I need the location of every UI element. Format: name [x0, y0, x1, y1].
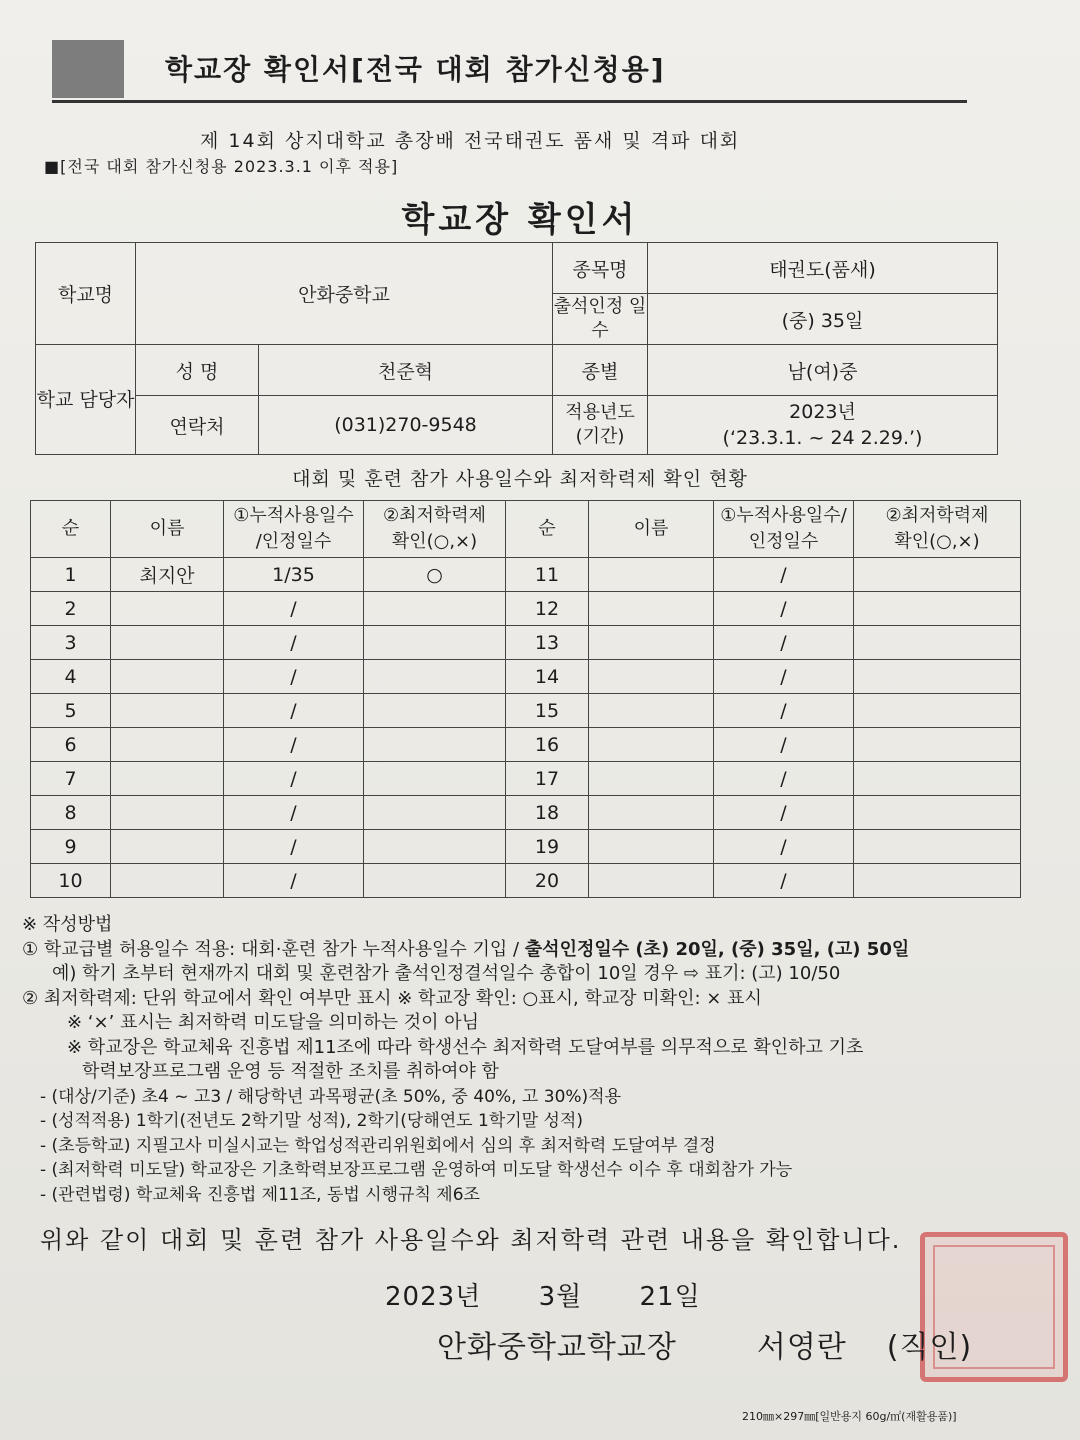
row-name: [111, 796, 224, 830]
date-year: 2023년: [385, 1282, 482, 1312]
name-label: 성 명: [136, 345, 259, 396]
row-name-2: [589, 558, 714, 592]
row-days: 1/35: [224, 558, 364, 592]
row-days-2: /: [714, 694, 854, 728]
row-days-2: /: [714, 592, 854, 626]
table-row: [31, 592, 1021, 626]
note-2: ② 최저학력제: 단위 학교에서 확인 여부만 표시 ※ 학교장 확인: ○표시, 학교장 미확인: × 표시: [22, 987, 762, 1009]
row-days-2: /: [714, 864, 854, 898]
note-2-b2: 학력보장프로그램 운영 등 적절한 조치를 취하여야 함: [82, 1061, 499, 1082]
col-check2-line2: 확인(○,×): [894, 531, 980, 552]
col-check-2: [854, 501, 1021, 558]
row-check: [364, 592, 506, 626]
row-no-2: 17: [506, 762, 589, 796]
date-day: 21일: [639, 1282, 701, 1312]
school-value: 안화중학교: [136, 243, 553, 345]
row-days: /: [224, 864, 364, 898]
row-name-2: [589, 864, 714, 898]
row-name-2: [589, 592, 714, 626]
gender-value: 남(여)중: [648, 345, 998, 396]
row-name-2: [589, 762, 714, 796]
row-check: [364, 762, 506, 796]
header-gray-block: [52, 40, 124, 98]
row-name-2: [589, 796, 714, 830]
attendance-rows: [31, 558, 1021, 898]
table-row: [31, 660, 1021, 694]
note-1-bold: 출석인정일수 (초) 20일, (중) 35일, (고) 50일: [524, 938, 910, 960]
note-1-text: ① 학교급별 허용일수 적용: 대회·훈련 참가 누적사용일수 기입 /: [22, 938, 525, 960]
school-info-table: [35, 242, 998, 455]
page-title: 학교장 확인서: [401, 200, 639, 240]
note-dash-4: - (최저학력 미도달) 학교장은 기초학력보장프로그램 운영하여 미도달 학생선수 이수 후 대회참가 가능: [40, 1160, 793, 1180]
name-value: 천준혁: [259, 345, 553, 396]
header-rule: [52, 100, 967, 103]
row-check-2: [854, 864, 1021, 898]
col-name: 이름: [111, 501, 224, 558]
row-no: 5: [31, 694, 111, 728]
note-1-example: 예) 학기 초부터 현재까지 대회 및 훈련참가 출석인정결석일수 총합이 10일 경우 ⇨ 표기: (고) 10/50: [52, 963, 841, 984]
instructions: [22, 913, 1032, 1207]
row-check: [364, 864, 506, 898]
table-row: [31, 796, 1021, 830]
table-row: [31, 694, 1021, 728]
row-name: [111, 864, 224, 898]
row-check-2: [854, 796, 1021, 830]
row-days: /: [224, 728, 364, 762]
row-name: 최지안: [111, 558, 224, 592]
row-no-2: 11: [506, 558, 589, 592]
row-check: [364, 660, 506, 694]
row-name: [111, 728, 224, 762]
row-no-2: 13: [506, 626, 589, 660]
row-no-2: 15: [506, 694, 589, 728]
col-check-line2: 확인(○,×): [391, 531, 478, 552]
row-days-2: /: [714, 762, 854, 796]
row-no-2: 20: [506, 864, 589, 898]
year-cell: [648, 396, 998, 455]
principal-name: 서영란: [756, 1330, 847, 1365]
row-check-2: [854, 762, 1021, 796]
year-value: 2023년: [789, 401, 856, 423]
row-name: [111, 660, 224, 694]
note-dash-5: - (관련법령) 학교체육 진흥법 제11조, 동법 시행규칙 제6조: [40, 1184, 480, 1205]
row-days: /: [224, 592, 364, 626]
row-no: 7: [31, 762, 111, 796]
attendance-value: (중) 35일: [648, 294, 998, 345]
confirmation-statement: 위와 같이 대회 및 훈련 참가 사용일수와 최저학력 관련 내용을 확인합니다.: [40, 1226, 902, 1254]
col-name-2: 이름: [589, 501, 714, 558]
period-value: (‘23.3.1. ~ 24 2.29.’): [722, 427, 923, 449]
row-days: /: [224, 694, 364, 728]
col-no: 순: [31, 501, 111, 558]
row-no-2: 14: [506, 660, 589, 694]
competition-subtitle: 제 14회 상지대학교 총장배 전국태권도 품새 및 격파 대회: [200, 130, 741, 152]
signing-date: [385, 1276, 749, 1313]
row-name: [111, 592, 224, 626]
row-no-2: 12: [506, 592, 589, 626]
attendance-table: [30, 500, 1021, 898]
event-label: 종목명: [553, 243, 648, 294]
row-name: [111, 830, 224, 864]
principal-signature: [437, 1322, 972, 1366]
row-check-2: [854, 830, 1021, 864]
row-check: [364, 728, 506, 762]
row-name-2: [589, 660, 714, 694]
school-label: 학교명: [36, 243, 136, 345]
col-days2-line1: ①누적사용일수/: [720, 505, 847, 526]
col-check-line1: ②최저학력제: [382, 505, 487, 526]
principal-title: 안화중학교학교장: [437, 1330, 677, 1365]
row-no: 2: [31, 592, 111, 626]
row-check-2: [854, 626, 1021, 660]
row-days: /: [224, 796, 364, 830]
contact-label: 연락처: [136, 396, 259, 455]
note-2-b: ※ 학교장은 학교체육 진흥법 제11조에 따라 학생선수 최저학력 도달여부를 의무적으로 확인하고 기초: [67, 1036, 864, 1058]
row-no: 3: [31, 626, 111, 660]
col-days: [224, 501, 364, 558]
row-days: /: [224, 660, 364, 694]
row-days-2: /: [714, 796, 854, 830]
event-value: 태권도(품새): [648, 243, 998, 294]
col-days-2: [714, 501, 854, 558]
gender-label: 종별: [553, 345, 648, 396]
row-no: 4: [31, 660, 111, 694]
col-no-2: 순: [506, 501, 589, 558]
attendance-label: 출석인정 일수: [553, 294, 648, 345]
row-check-2: [854, 592, 1021, 626]
notes-heading: ※ 작성방법: [22, 914, 113, 935]
col-days-line2: /인정일수: [255, 531, 332, 552]
note-dash-3: - (초등학교) 지필고사 미실시교는 학업성적관리위원회에서 심의 후 최저학력 도달여부 결정: [40, 1135, 716, 1156]
row-name: [111, 762, 224, 796]
row-no-2: 18: [506, 796, 589, 830]
row-check: [364, 830, 506, 864]
row-days: /: [224, 626, 364, 660]
col-check: [364, 501, 506, 558]
paper-spec-footer: 210㎜×297㎜[일반용지 60g/㎡(재활용품)]: [742, 1410, 957, 1423]
date-month: 3월: [538, 1282, 583, 1312]
row-check: [364, 796, 506, 830]
col-check2-line1: ②최저학력제: [885, 505, 989, 526]
staff-label: 학교 담당자: [36, 345, 136, 455]
year-label: 적용년도 (기간): [553, 396, 648, 455]
attendance-caption: 대회 및 훈련 참가 사용일수와 최저학력제 확인 현황: [292, 468, 748, 490]
row-no: 10: [31, 864, 111, 898]
note-dash-1: - (대상/기준) 초4 ~ 고3 / 해당학년 과목평균(초 50%, 중 40%, 고 30%)적용: [40, 1086, 622, 1107]
row-check: [364, 694, 506, 728]
row-name: [111, 626, 224, 660]
row-check-2: [854, 694, 1021, 728]
row-days-2: /: [714, 660, 854, 694]
row-name-2: [589, 728, 714, 762]
table-row: [31, 558, 1021, 592]
table-row: [31, 728, 1021, 762]
row-no: 9: [31, 830, 111, 864]
table-row: [31, 762, 1021, 796]
row-name-2: [589, 830, 714, 864]
application-note: ■[전국 대회 참가신청용 2023.3.1 이후 적용]: [44, 157, 399, 176]
note-1: [22, 938, 1032, 963]
row-check: ○: [364, 558, 506, 592]
row-days: /: [224, 762, 364, 796]
row-no: 8: [31, 796, 111, 830]
row-no-2: 19: [506, 830, 589, 864]
row-days-2: /: [714, 728, 854, 762]
row-days-2: /: [714, 830, 854, 864]
note-2-a: ※ ‘×’ 표시는 최저학력 미도달을 의미하는 것이 아님: [67, 1012, 480, 1033]
col-days-line1: ①누적사용일수: [233, 505, 354, 526]
row-no: 1: [31, 558, 111, 592]
row-no-2: 16: [506, 728, 589, 762]
note-dash-2: - (성적적용) 1학기(전년도 2학기말 성적), 2학기(당해연도 1학기말 성적): [40, 1111, 583, 1131]
row-name-2: [589, 694, 714, 728]
row-check-2: [854, 558, 1021, 592]
row-days-2: /: [714, 626, 854, 660]
header-title: 학교장 확인서[전국 대회 참가신청용]: [165, 53, 666, 86]
seal-label: (직인): [886, 1330, 973, 1365]
table-row: [31, 864, 1021, 898]
row-name: [111, 694, 224, 728]
row-days-2: /: [714, 558, 854, 592]
col-days2-line2: 인정일수: [748, 531, 819, 552]
row-no: 6: [31, 728, 111, 762]
row-days: /: [224, 830, 364, 864]
table-row: [31, 830, 1021, 864]
contact-value: (031)270-9548: [259, 396, 553, 455]
row-name-2: [589, 626, 714, 660]
row-check-2: [854, 728, 1021, 762]
row-check: [364, 626, 506, 660]
row-check-2: [854, 660, 1021, 694]
table-row: [31, 626, 1021, 660]
